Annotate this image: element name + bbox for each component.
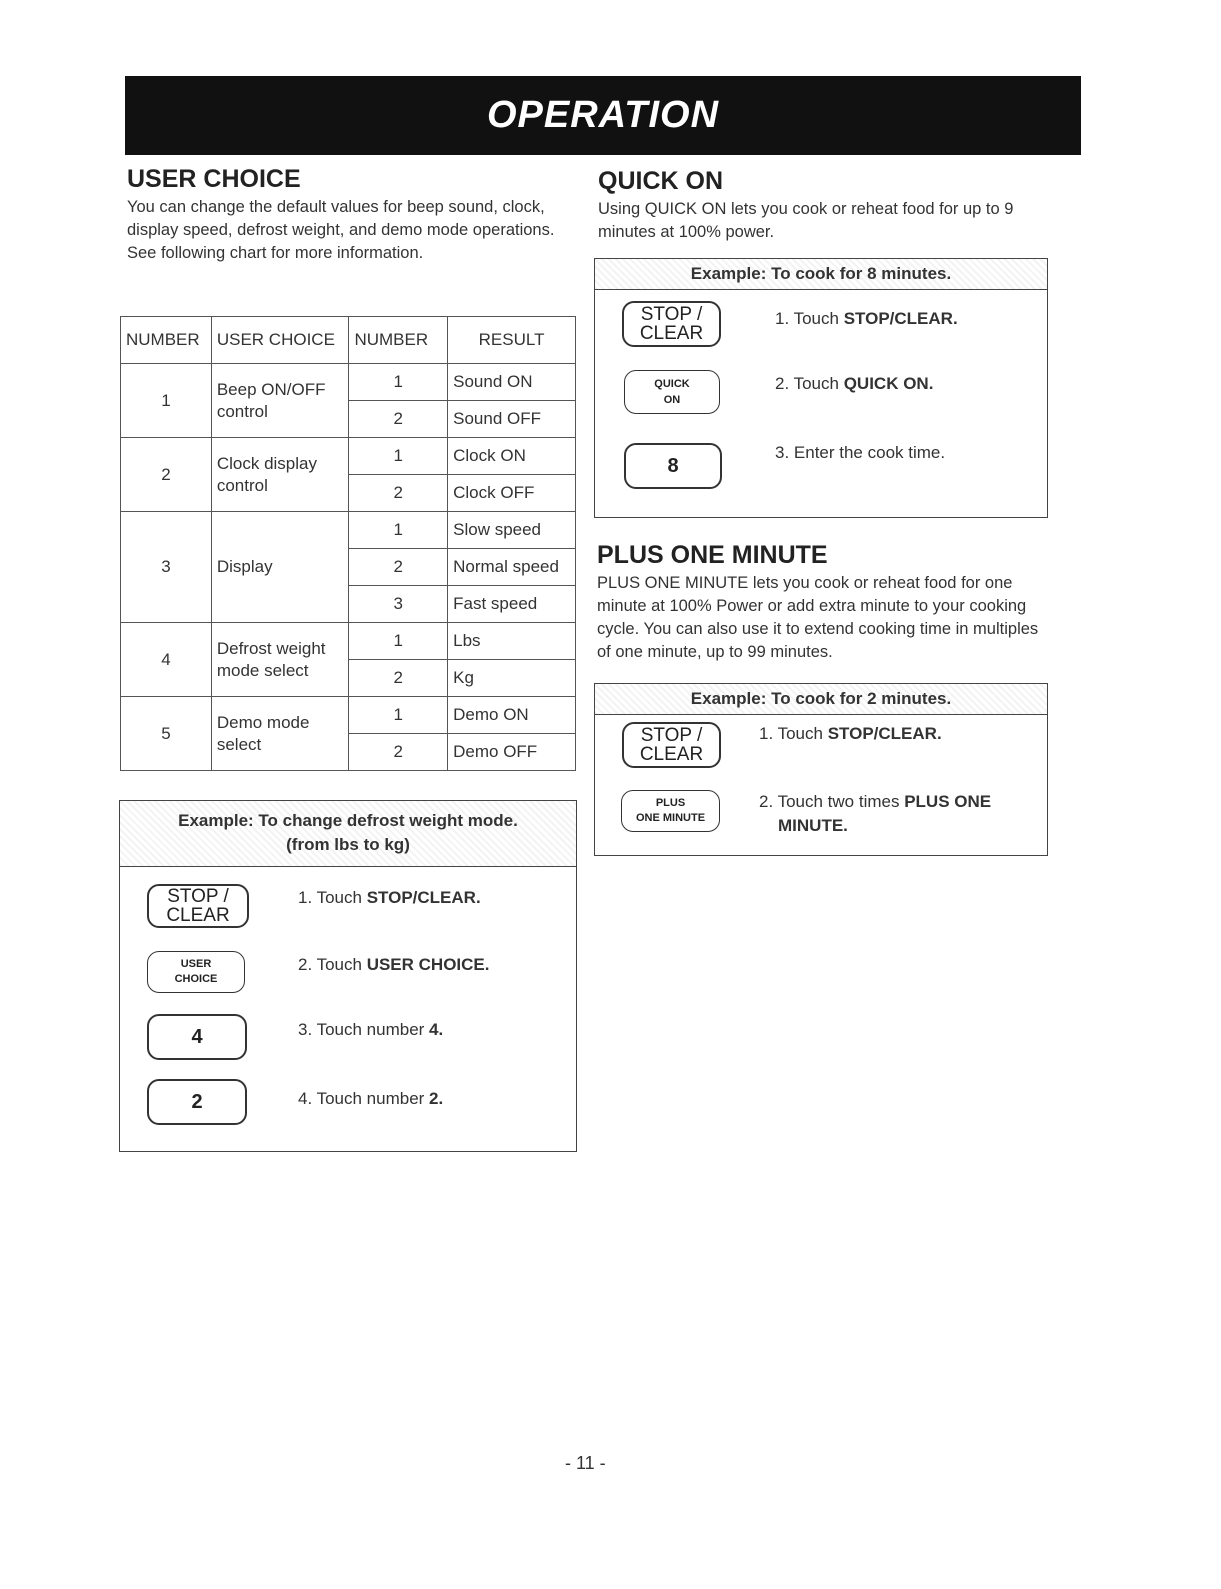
user-choice-intro-text-2: See following chart for more information. (127, 244, 424, 262)
example-header (595, 684, 1047, 715)
key-label: PLUS (655, 797, 686, 809)
example-title: Example: To cook for 8 minutes. (690, 264, 952, 283)
table-row (121, 512, 576, 549)
section-banner (125, 76, 1081, 155)
page-number: - 11 - (565, 1453, 606, 1473)
quick-on-intro-text: Using QUICK ON lets you cook or reheat food for up to 9 minutes at 100% power. (598, 200, 1014, 241)
table-cell-choice: Clock display control (211, 438, 349, 512)
key-label: CLEAR (166, 905, 230, 926)
table-cell-result: Sound OFF (448, 401, 576, 438)
table-cell-option-number: 2 (349, 475, 448, 512)
table-cell-number: 3 (121, 512, 212, 623)
user-choice-intro (127, 196, 572, 265)
table-cell-option-number: 1 (349, 364, 448, 401)
plus-one-heading: PLUS ONE MINUTE (597, 541, 828, 569)
key-label: CLEAR (639, 323, 704, 344)
table-cell-choice: Demo mode select (211, 697, 349, 771)
table-header: NUMBER (121, 317, 212, 364)
step-text: 2. Touch (298, 955, 367, 974)
step-bold: 2. (429, 1089, 444, 1108)
number-2-key (147, 1079, 247, 1125)
key-label: CHOICE (174, 973, 218, 985)
table-row (121, 697, 576, 734)
table-cell-option-number: 1 (349, 623, 448, 660)
table-cell-choice: Display (211, 512, 349, 623)
key-label: ONE MINUTE (635, 812, 706, 824)
user-choice-key (147, 951, 245, 993)
table-header: USER CHOICE (211, 317, 349, 364)
quick-on-heading: QUICK ON (598, 167, 723, 195)
step-bold: STOP/CLEAR. (827, 724, 942, 743)
example-title: Example: To change defrost weight mode. (178, 811, 518, 830)
key-label: CLEAR (639, 744, 704, 765)
step-bold: PLUS ONE (904, 792, 992, 811)
table-cell-result: Kg (448, 660, 576, 697)
table-cell-result: Clock ON (448, 438, 576, 475)
table-cell-option-number: 2 (349, 660, 448, 697)
table-cell-number: 2 (121, 438, 212, 512)
key-label: STOP / (640, 725, 703, 746)
stop-clear-key (147, 884, 249, 928)
example-step (775, 441, 945, 465)
example-step (759, 722, 942, 746)
step-bold: USER CHOICE. (366, 955, 490, 974)
example-step (298, 953, 489, 977)
table-cell-option-number: 2 (349, 734, 448, 771)
key-label: 2 (191, 1091, 203, 1113)
key-label: QUICK (654, 377, 690, 390)
example-header (595, 259, 1047, 290)
example-step (298, 886, 481, 910)
example-subtitle: (from lbs to kg) (286, 835, 410, 854)
table-cell-number: 5 (121, 697, 212, 771)
table-cell-result: Sound ON (448, 364, 576, 401)
step-text: 2. Touch two times (759, 792, 905, 811)
user-choice-intro-text: You can change the default values for beep sound, clock, display speed, defrost weight, and demo mode operations. (127, 198, 555, 239)
step-text: 4. Touch number (298, 1089, 430, 1108)
table-row (121, 438, 576, 475)
number-4-key (147, 1014, 247, 1060)
example-step (298, 1087, 443, 1111)
table-cell-result: Clock OFF (448, 475, 576, 512)
table-cell-choice: Defrost weight mode select (211, 623, 349, 697)
table-cell-result: Fast speed (448, 586, 576, 623)
key-label: ON (663, 393, 681, 406)
table-row (121, 364, 576, 401)
stop-clear-key (622, 722, 721, 768)
step-text: 3. Touch number (298, 1020, 430, 1039)
example-step (775, 307, 958, 331)
example-step (759, 790, 1029, 838)
table-cell-result: Demo OFF (448, 734, 576, 771)
stop-clear-key (622, 301, 721, 347)
example-step (298, 1018, 443, 1042)
table-header: NUMBER (349, 317, 448, 364)
number-8-key (624, 443, 722, 489)
example-title: Example: To cook for 2 minutes. (690, 689, 952, 708)
step-bold: STOP/CLEAR. (843, 309, 958, 328)
key-label: 4 (191, 1026, 203, 1048)
user-choice-heading: USER CHOICE (127, 165, 301, 193)
table-cell-option-number: 2 (349, 549, 448, 586)
table-cell-result: Lbs (448, 623, 576, 660)
table-header-row (121, 317, 576, 364)
table-cell-option-number: 1 (349, 697, 448, 734)
key-label: STOP / (640, 304, 703, 325)
step-text: 1. Touch (298, 888, 367, 907)
table-cell-option-number: 1 (349, 512, 448, 549)
banner-title: OPERATION (486, 94, 720, 136)
table-cell-result: Normal speed (448, 549, 576, 586)
plus-one-intro-text: PLUS ONE MINUTE lets you cook or reheat food for one minute at 100% Power or add extra minute to your cooking cycle. You can also use it to extend cooking time in multiples of one minute, up to 99 minutes. (597, 574, 1039, 661)
table-cell-choice: Beep ON/OFF control (211, 364, 349, 438)
plus-one-minute-key (621, 790, 720, 832)
table-cell-option-number: 2 (349, 401, 448, 438)
table-cell-option-number: 3 (349, 586, 448, 623)
step-bold: QUICK ON. (843, 374, 934, 393)
table-header: RESULT (448, 317, 576, 364)
table-cell-number: 4 (121, 623, 212, 697)
plus-one-intro (597, 572, 1052, 664)
step-text: 2. Touch (775, 374, 844, 393)
table-cell-result: Slow speed (448, 512, 576, 549)
quick-on-intro (598, 198, 1053, 244)
step-text: 3. Enter the cook time. (775, 443, 946, 462)
quick-on-key (624, 370, 720, 414)
user-choice-table (120, 316, 576, 771)
example-header (120, 801, 576, 867)
example-step (775, 372, 933, 396)
step-bold: 4. (429, 1020, 444, 1039)
table-cell-number: 1 (121, 364, 212, 438)
key-label: USER (180, 958, 212, 970)
step-bold: MINUTE. (778, 816, 848, 835)
step-text: 1. Touch (775, 309, 844, 328)
table-cell-option-number: 1 (349, 438, 448, 475)
key-label: STOP / (167, 886, 229, 907)
step-text: 1. Touch (759, 724, 828, 743)
key-label: 8 (667, 455, 679, 477)
table-row (121, 623, 576, 660)
step-bold: STOP/CLEAR. (366, 888, 481, 907)
table-cell-result: Demo ON (448, 697, 576, 734)
